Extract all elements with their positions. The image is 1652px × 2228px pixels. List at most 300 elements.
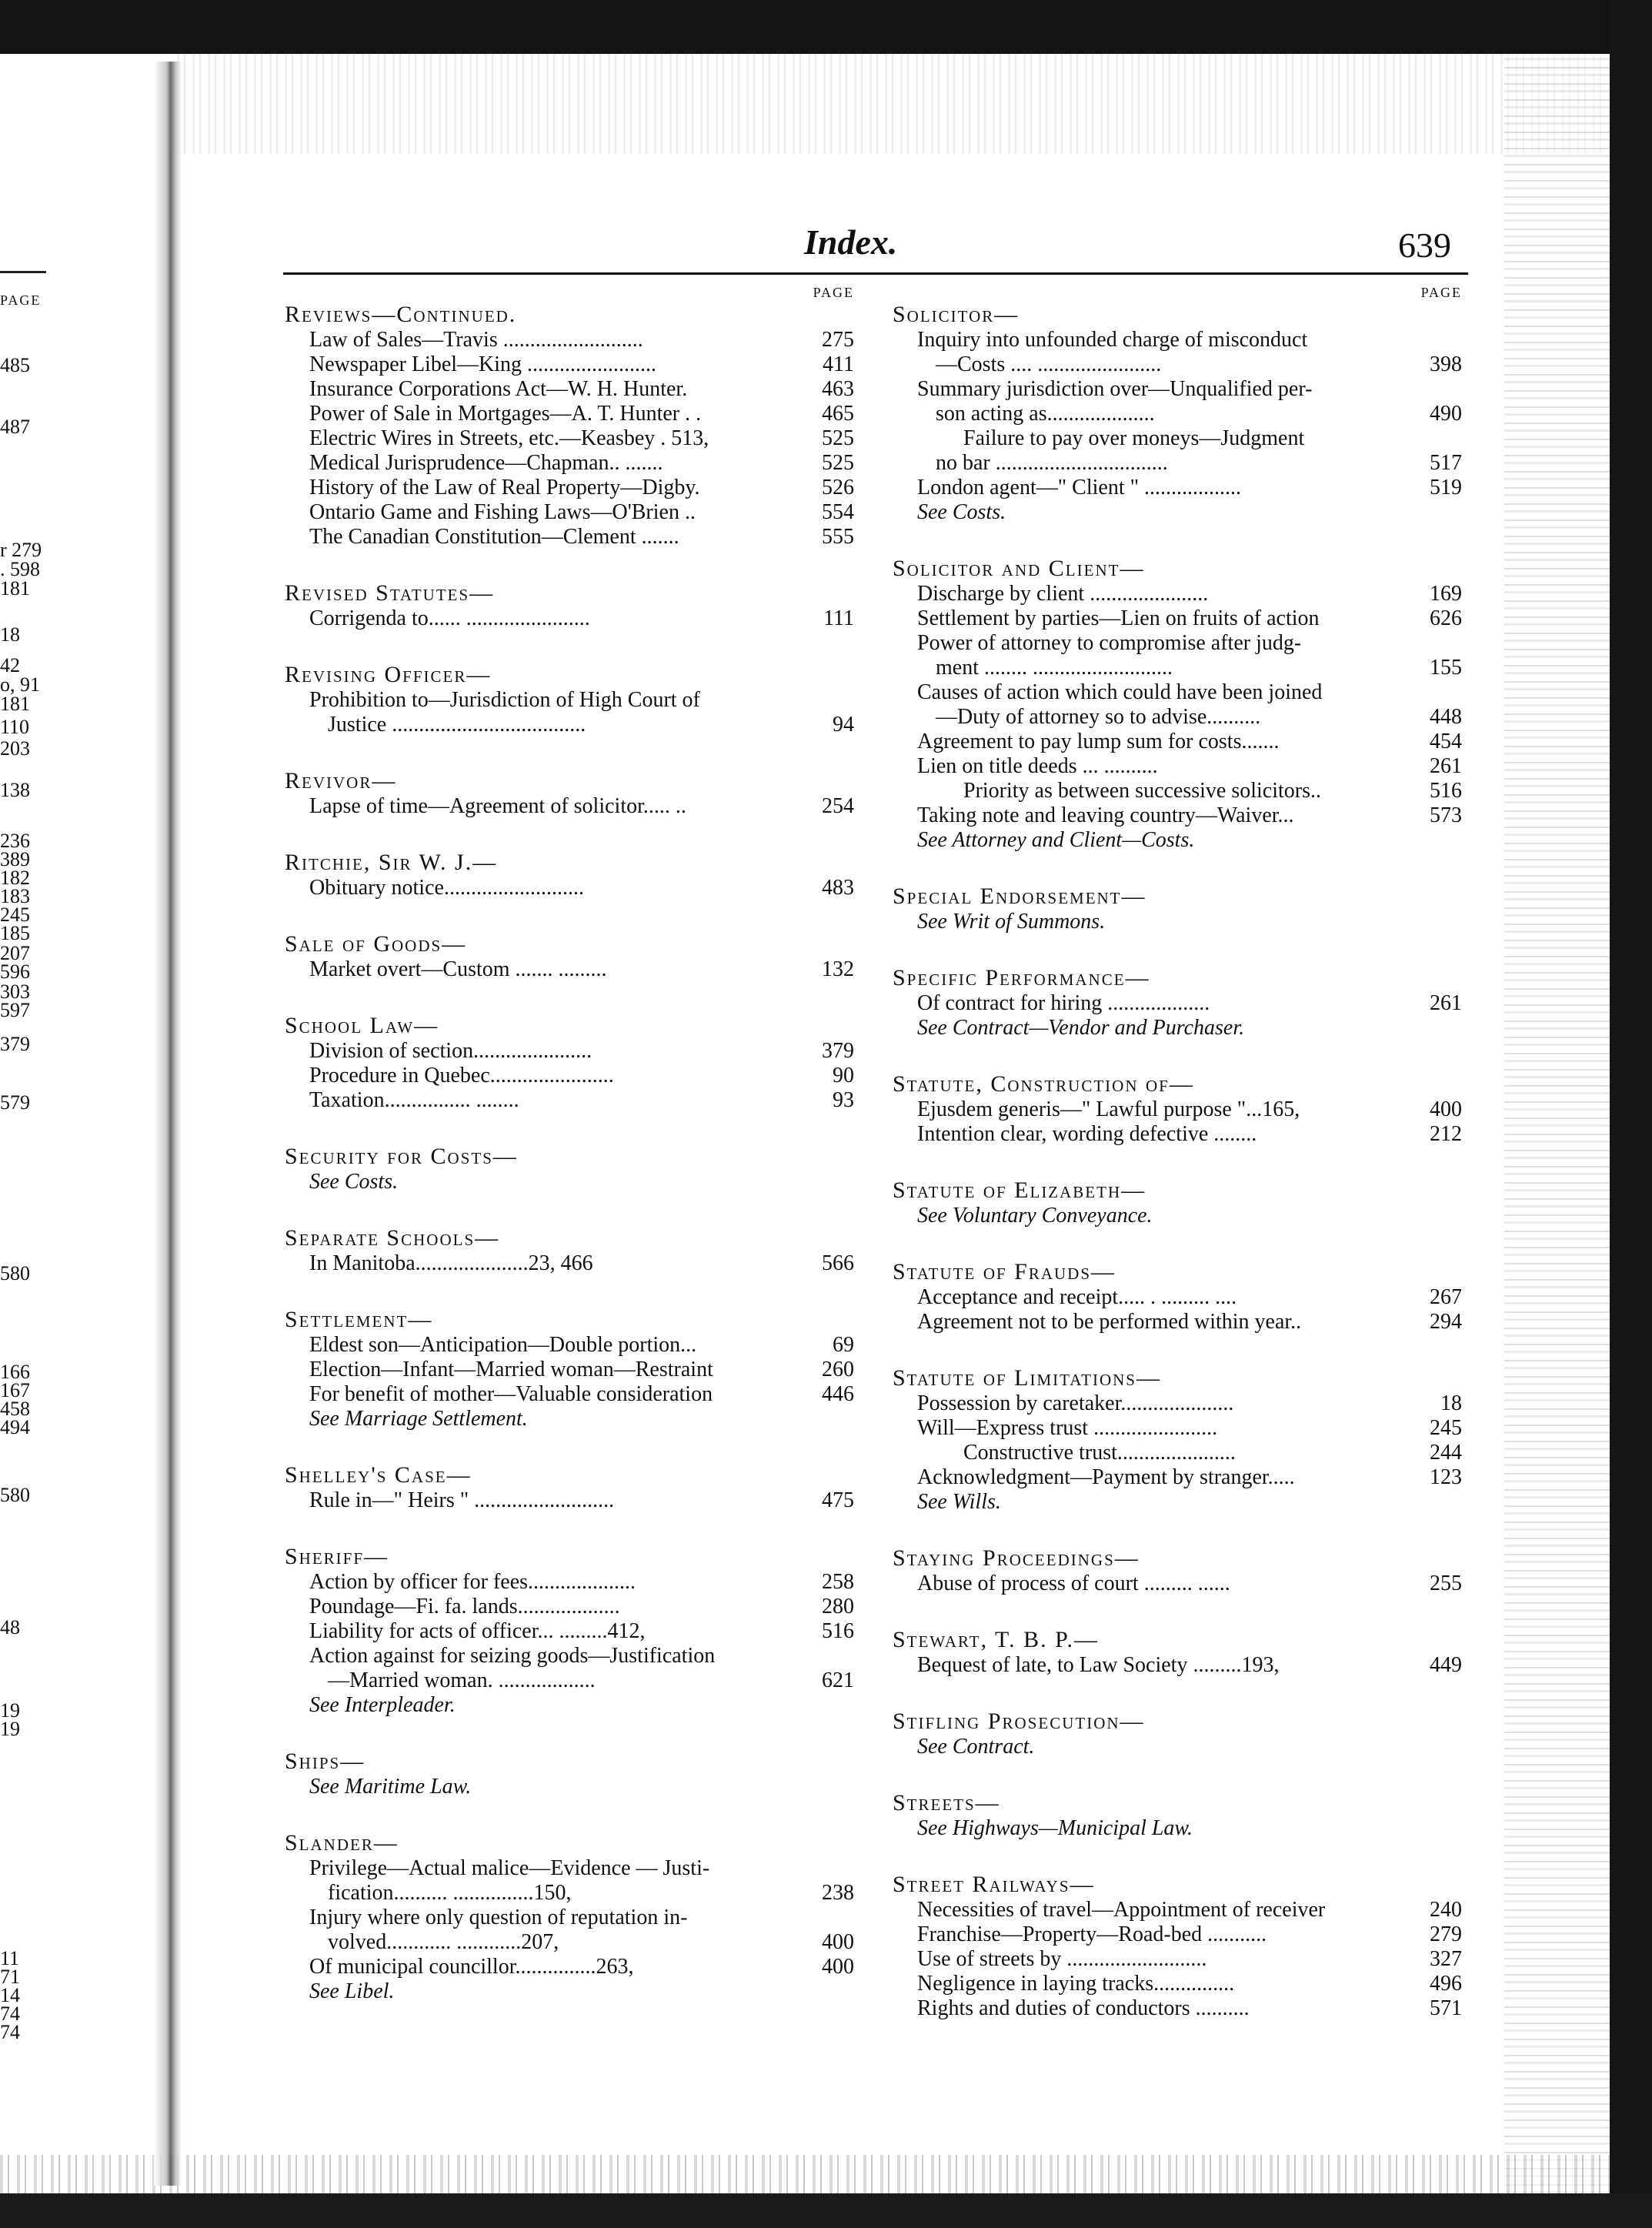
bleed-number: 138: [0, 779, 30, 801]
entry-page-ref: 449: [1430, 1653, 1462, 1677]
page-number: 639: [1398, 225, 1451, 265]
index-entry: [917, 803, 1462, 828]
bleed-number: 110: [0, 716, 30, 738]
entry-text: Settlement by parties—Lien on fruits of action: [917, 606, 1320, 630]
entry-text: In Manitoba.....................23, 466: [309, 1251, 593, 1275]
entry-text: Summary jurisdiction over—Unqualified per-: [917, 377, 1313, 401]
cross-reference: [917, 1490, 1462, 1515]
book-gutter: [154, 62, 182, 2186]
entry-page-ref: 238: [822, 1881, 854, 1905]
index-entry: [309, 1595, 854, 1619]
entry-text: Election—Infant—Married woman—Restraint: [309, 1358, 713, 1381]
index-heading: Ritchie, Sir W. J.—: [285, 850, 498, 875]
entry-text: Agreement not to be performed within year..: [917, 1310, 1302, 1334]
entry-page-ref: 255: [1430, 1572, 1462, 1595]
index-heading: Sale of Goods—: [285, 931, 467, 957]
entry-page-ref: 327: [1430, 1947, 1462, 1971]
bleed-number: 74: [0, 2003, 20, 2025]
index-section: [893, 1709, 1462, 1759]
index-entry: [917, 1416, 1462, 1441]
entry-text: fication.......... ...............150,: [328, 1881, 572, 1905]
index-section: [285, 1225, 854, 1276]
index-heading: Revising Officer—: [285, 662, 492, 687]
bleed-number: 167: [0, 1379, 30, 1401]
bleed-number: 389: [0, 848, 30, 870]
entry-text: Procedure in Quebec.......................: [309, 1064, 614, 1087]
index-entry: [309, 328, 854, 352]
bleed-number: 181: [0, 577, 30, 600]
index-section: [285, 662, 854, 737]
entry-page-ref: 621: [822, 1668, 854, 1692]
index-entry: [309, 713, 854, 737]
entry-page-ref: 475: [822, 1488, 854, 1512]
entry-page-ref: 275: [822, 328, 854, 352]
entry-text: London agent—" Client " ..................: [917, 476, 1242, 499]
index-entry: [917, 1310, 1462, 1334]
index-entry: [917, 1122, 1462, 1147]
cross-reference: [309, 1407, 854, 1431]
index-entry: [309, 1064, 854, 1088]
index-section: [893, 1790, 1462, 1841]
entry-page-ref: 90: [833, 1064, 854, 1087]
index-entry: [309, 402, 854, 426]
index-section: [285, 1013, 854, 1113]
entry-page-ref: 411: [823, 352, 854, 376]
entry-text: Liability for acts of officer... .........412,: [309, 1619, 646, 1643]
bleed-number: r 279: [0, 539, 42, 561]
entry-page-ref: 280: [822, 1595, 854, 1618]
index-heading: Ships—: [285, 1749, 365, 1774]
entry-text: Rights and duties of conductors ..........: [917, 1996, 1250, 2020]
index-heading: School Law—: [285, 1013, 439, 1038]
entry-text: The Canadian Constitution—Clement .......: [309, 525, 679, 549]
entry-page-ref: 516: [1430, 779, 1462, 803]
index-section: [893, 965, 1462, 1041]
index-section: [893, 1259, 1462, 1334]
index-section: [285, 580, 854, 631]
entry-page-ref: 519: [1430, 476, 1462, 499]
index-column-right: [893, 285, 1462, 2052]
entry-text: See Attorney and Client—Costs.: [917, 828, 1195, 852]
index-entry: [309, 1488, 854, 1513]
index-entry: [917, 1285, 1462, 1310]
cross-reference: [917, 1204, 1462, 1228]
bleed-number: 181: [0, 693, 30, 715]
entry-text: See Writ of Summons.: [917, 910, 1106, 934]
index-entry: [917, 426, 1462, 451]
entry-page-ref: 454: [1430, 730, 1462, 753]
index-heading: Staying Proceedings—: [893, 1545, 1140, 1571]
entry-page-ref: 294: [1430, 1310, 1462, 1334]
bleed-number: 203: [0, 737, 30, 760]
bleed-number: 42: [0, 654, 20, 676]
index-entry: [917, 779, 1462, 803]
bleed-number: 19: [0, 1699, 20, 1722]
index-entry: [917, 754, 1462, 779]
index-heading: Shelley's Case—: [285, 1462, 472, 1488]
bleed-number: 14: [0, 1984, 20, 2006]
entry-text: See Interpleader.: [309, 1693, 456, 1717]
bleed-number: 494: [0, 1416, 30, 1438]
index-entry: [309, 1930, 854, 1955]
entry-page-ref: 245: [1430, 1416, 1462, 1440]
entry-page-ref: 483: [822, 876, 854, 900]
index-entry: [917, 1947, 1462, 1972]
index-entry: [309, 352, 854, 377]
entry-page-ref: 554: [822, 500, 854, 524]
bleed-number: . 598: [0, 558, 40, 580]
entry-text: Abuse of process of court ......... ......: [917, 1572, 1230, 1595]
index-entry: [917, 730, 1462, 754]
column-page-label: PAGE: [1420, 285, 1462, 300]
entry-text: Ejusdem generis—" Lawful purpose "...165,: [917, 1097, 1300, 1121]
entry-text: Discharge by client ......................: [917, 582, 1209, 606]
bleed-number: 597: [0, 999, 30, 1021]
cross-reference: [917, 1016, 1462, 1041]
entry-page-ref: 169: [1430, 582, 1462, 606]
index-heading: Solicitor and Client—: [893, 556, 1145, 581]
index-entry: [309, 426, 854, 451]
cross-reference: [309, 1693, 854, 1718]
index-heading: Stewart, T. B. P.—: [893, 1627, 1099, 1652]
index-entry: [309, 957, 854, 982]
bleed-number: 183: [0, 885, 30, 907]
entry-text: no bar ................................: [936, 451, 1168, 475]
index-entry: [309, 1619, 854, 1644]
entry-page-ref: 254: [822, 794, 854, 818]
index-entry: [309, 1039, 854, 1064]
entry-text: Insurance Corporations Act—W. H. Hunter.: [309, 377, 688, 401]
scan-border-bottom: [0, 2193, 1652, 2228]
index-entry: [917, 1097, 1462, 1122]
index-heading: Security for Costs—: [285, 1144, 518, 1169]
bleed-number: 596: [0, 960, 30, 983]
index-section: [285, 850, 854, 900]
index-entry: [917, 377, 1462, 402]
entry-page-ref: 123: [1430, 1465, 1462, 1489]
bleed-number: 18: [0, 623, 20, 646]
index-heading: Statute of Limitations—: [893, 1365, 1161, 1391]
index-section: [285, 1749, 854, 1799]
entry-text: Priority as between successive solicitors..: [963, 779, 1322, 803]
index-entry: [309, 476, 854, 500]
entry-page-ref: 244: [1430, 1441, 1462, 1465]
entry-text: Obituary notice..........................: [309, 876, 584, 900]
entry-text: Electric Wires in Streets, etc.—Keasbey . 513,: [309, 426, 709, 450]
index-section: [285, 1462, 854, 1513]
entry-page-ref: 132: [822, 957, 854, 981]
index-heading: Reviews—Continued.: [285, 302, 517, 327]
entry-text: Agreement to pay lump sum for costs.......: [917, 730, 1280, 753]
entry-text: Inquiry into unfounded charge of misconduct: [917, 328, 1308, 352]
entry-text: Failure to pay over moneys—Judgment: [963, 426, 1305, 450]
facing-page-bleed: [0, 262, 85, 2124]
entry-page-ref: 69: [833, 1333, 854, 1357]
index-section: [285, 1544, 854, 1718]
entry-page-ref: 525: [822, 426, 854, 450]
index-heading: Statute, Construction of—: [893, 1071, 1194, 1097]
entry-text: ment ........ ..........................: [936, 656, 1173, 680]
scan-border-top: [0, 0, 1652, 54]
index-section: [893, 1365, 1462, 1515]
index-entry: [917, 991, 1462, 1016]
entry-text: Privilege—Actual malice—Evidence — Justi-: [309, 1856, 710, 1880]
entry-text: Justice ....................................: [328, 713, 586, 737]
index-entry: [917, 352, 1462, 377]
entry-text: Prohibition to—Jurisdiction of High Court of: [309, 688, 700, 712]
entry-text: Action against for seizing goods—Justification: [309, 1644, 716, 1668]
index-entry: [917, 402, 1462, 426]
index-entry: [309, 1358, 854, 1382]
index-entry: [917, 1922, 1462, 1947]
entry-page-ref: 496: [1430, 1972, 1462, 1996]
entry-text: Intention clear, wording defective ........: [917, 1122, 1257, 1146]
index-heading: Revised Statutes—: [285, 580, 495, 606]
bleed-number: 236: [0, 830, 30, 852]
entry-page-ref: 260: [822, 1358, 854, 1381]
entry-text: Of contract for hiring ...................: [917, 991, 1210, 1015]
bleed-number: 379: [0, 1033, 30, 1055]
index-section: [893, 884, 1462, 934]
index-entry: [309, 1382, 854, 1407]
entry-text: Acceptance and receipt..... . ......... ....: [917, 1285, 1237, 1309]
running-head: Index.: [804, 222, 898, 262]
cross-reference: [309, 1775, 854, 1799]
index-heading: Streets—: [893, 1790, 1000, 1815]
index-heading: Stifling Prosecution—: [893, 1709, 1145, 1734]
index-entry: [309, 794, 854, 819]
entry-page-ref: 525: [822, 451, 854, 475]
index-heading: Special Endorsement—: [893, 884, 1146, 909]
index-entry: [917, 451, 1462, 476]
bleed-number: 245: [0, 904, 30, 926]
entry-text: Power of Sale in Mortgages—A. T. Hunter . .: [309, 402, 702, 426]
index-entry: [309, 606, 854, 631]
entry-text: Market overt—Custom ....... .........: [309, 957, 607, 981]
index-entry: [309, 1668, 854, 1693]
entry-text: Law of Sales—Travis ..........................: [309, 328, 643, 352]
entry-text: volved............ ............207,: [328, 1930, 559, 1954]
entry-text: Poundage—Fi. fa. lands...................: [309, 1595, 620, 1618]
index-entry: [309, 1856, 854, 1881]
bleed-number: o, 91: [0, 673, 40, 696]
entry-text: Will—Express trust .......................: [917, 1416, 1218, 1440]
entry-text: —Married woman. ..................: [328, 1668, 596, 1692]
index-section: [893, 556, 1462, 853]
entry-text: Taking note and leaving country—Waiver...: [917, 803, 1294, 827]
index-heading: Slander—: [285, 1830, 399, 1856]
entry-text: Of municipal councillor...............263,: [309, 1955, 634, 1979]
entry-page-ref: 111: [823, 606, 854, 630]
index-entry: [309, 1906, 854, 1930]
entry-text: See Contract—Vendor and Purchaser.: [917, 1016, 1245, 1040]
bleed-number: 48: [0, 1616, 20, 1638]
index-entry: [917, 328, 1462, 352]
index-section: [285, 1307, 854, 1431]
scan-noise-right: [1504, 54, 1610, 2193]
entry-page-ref: 258: [822, 1570, 854, 1594]
entry-text: son acting as....................: [936, 402, 1155, 426]
index-entry: [309, 451, 854, 476]
index-entry: [309, 1251, 854, 1276]
entry-text: See Wills.: [917, 1490, 1001, 1514]
entry-text: See Maritime Law.: [309, 1775, 472, 1799]
index-entry: [309, 1955, 854, 1979]
entry-page-ref: 463: [822, 377, 854, 401]
entry-text: History of the Law of Real Property—Digby.: [309, 476, 700, 499]
entry-page-ref: 212: [1430, 1122, 1462, 1146]
index-entry: [917, 606, 1462, 631]
entry-text: Franchise—Property—Road-bed ...........: [917, 1922, 1267, 1946]
entry-page-ref: 446: [822, 1382, 854, 1406]
index-heading: Sheriff—: [285, 1544, 389, 1569]
bleed-number: 185: [0, 922, 30, 944]
entry-text: Eldest son—Anticipation—Double portion...: [309, 1333, 697, 1357]
index-heading: Statute of Elizabeth—: [893, 1177, 1146, 1203]
entry-page-ref: 448: [1430, 705, 1462, 729]
entry-page-ref: 240: [1430, 1898, 1462, 1922]
entry-page-ref: 398: [1430, 352, 1462, 376]
entry-page-ref: 400: [1430, 1097, 1462, 1121]
index-section: [285, 768, 854, 819]
index-heading: Statute of Frauds—: [893, 1259, 1116, 1284]
entry-text: See Marriage Settlement.: [309, 1407, 528, 1431]
index-entry: [917, 1441, 1462, 1465]
index-entry: [917, 680, 1462, 705]
entry-text: Action by officer for fees....................: [309, 1570, 636, 1594]
entry-text: Negligence in laying tracks...............: [917, 1972, 1235, 1996]
bleed-number: 303: [0, 980, 30, 1003]
bleed-number: 487: [0, 416, 30, 438]
entry-page-ref: 267: [1430, 1285, 1462, 1309]
index-section: [893, 302, 1462, 525]
entry-text: —Duty of attorney so to advise..........: [936, 705, 1261, 729]
entry-text: Lapse of time—Agreement of solicitor..... ..: [309, 794, 686, 818]
index-section: [285, 302, 854, 549]
index-entry: [917, 1898, 1462, 1922]
bleed-number: 74: [0, 2021, 20, 2043]
index-entry: [309, 500, 854, 525]
entry-text: Bequest of late, to Law Society .........193,: [917, 1653, 1280, 1677]
entry-text: See Libel.: [309, 1979, 395, 2003]
entry-page-ref: 465: [822, 402, 854, 426]
index-section: [893, 1177, 1462, 1228]
entry-page-ref: 516: [822, 1619, 854, 1643]
column-page-label: PAGE: [813, 285, 854, 300]
scan-noise-top: [177, 54, 1608, 154]
index-heading: Solicitor—: [893, 302, 1020, 327]
scan-noise-bottom: [0, 2155, 1610, 2193]
index-entry: [309, 1570, 854, 1595]
header-rule: [283, 272, 1468, 275]
entry-page-ref: 526: [822, 476, 854, 499]
index-heading: Separate Schools—: [285, 1225, 500, 1251]
cross-reference: [917, 828, 1462, 853]
entry-text: Necessities of travel—Appointment of receiver: [917, 1898, 1326, 1922]
index-entry: [917, 1972, 1462, 1996]
bleed-number: 71: [0, 1966, 20, 1988]
entry-text: See Highways—Municipal Law.: [917, 1816, 1193, 1840]
index-section: [285, 1144, 854, 1194]
bleed-header: PAGE: [0, 292, 42, 308]
entry-text: Newspaper Libel—King ........................: [309, 352, 657, 376]
bleed-number: 207: [0, 942, 30, 964]
bleed-number: 11: [0, 1947, 20, 1969]
index-entry: [309, 1644, 854, 1668]
index-section: [893, 1627, 1462, 1678]
entry-page-ref: 400: [822, 1930, 854, 1954]
index-entry: [917, 631, 1462, 656]
entry-text: Power of attorney to compromise after judg-: [917, 631, 1302, 655]
cross-reference: [917, 500, 1462, 525]
entry-page-ref: 573: [1430, 803, 1462, 827]
index-heading: Revivor—: [285, 768, 397, 793]
entry-text: Ontario Game and Fishing Laws—O'Brien ..: [309, 500, 696, 524]
entry-text: For benefit of mother—Valuable consideration: [309, 1382, 713, 1406]
index-entry: [309, 688, 854, 713]
entry-text: Rule in—" Heirs " ..........................: [309, 1488, 615, 1512]
entry-page-ref: 626: [1430, 606, 1462, 630]
entry-text: Acknowledgment—Payment by stranger.....: [917, 1465, 1295, 1489]
index-entry: [917, 1996, 1462, 2021]
index-entry: [917, 582, 1462, 606]
entry-page-ref: 261: [1430, 991, 1462, 1015]
scan-border-right: [1610, 0, 1652, 2228]
index-entry: [309, 876, 854, 900]
index-section: [285, 1830, 854, 2004]
entry-text: Medical Jurisprudence—Chapman.. .......: [309, 451, 663, 475]
bleed-number: 166: [0, 1361, 30, 1383]
index-entry: [309, 1088, 854, 1113]
entry-text: Use of streets by ..........................: [917, 1947, 1207, 1971]
cross-reference: [309, 1979, 854, 2004]
index-entry: [917, 476, 1462, 500]
entry-text: Causes of action which could have been joined: [917, 680, 1323, 704]
bleed-number: 580: [0, 1484, 30, 1506]
cross-reference: [917, 1816, 1462, 1841]
cross-reference: [309, 1170, 854, 1194]
index-entry: [917, 1391, 1462, 1416]
entry-text: See Voluntary Conveyance.: [917, 1204, 1153, 1228]
entry-text: Possession by caretaker.....................: [917, 1391, 1234, 1415]
index-entry: [917, 656, 1462, 680]
entry-page-ref: 94: [833, 713, 854, 737]
entry-page-ref: 571: [1430, 1996, 1462, 2020]
index-section: [893, 1071, 1462, 1147]
entry-text: See Costs.: [917, 500, 1006, 524]
index-entry: [917, 1465, 1462, 1490]
index-entry: [309, 377, 854, 402]
entry-page-ref: 555: [822, 525, 854, 549]
index-entry: [917, 705, 1462, 730]
bleed-number: 19: [0, 1718, 20, 1740]
bleed-number: 182: [0, 867, 30, 889]
index-heading: Street Railways—: [893, 1872, 1095, 1897]
entry-page-ref: 261: [1430, 754, 1462, 778]
cross-reference: [917, 910, 1462, 934]
entry-text: Corrigenda to...... .......................: [309, 606, 590, 630]
index-heading: Settlement—: [285, 1307, 433, 1332]
bleed-number: 580: [0, 1262, 30, 1284]
entry-page-ref: 379: [822, 1039, 854, 1063]
index-heading: Specific Performance—: [893, 965, 1150, 990]
index-entry: [309, 1333, 854, 1358]
index-entry: [917, 1653, 1462, 1678]
bleed-number: 579: [0, 1091, 30, 1114]
bleed-number: 485: [0, 354, 30, 376]
index-section: [893, 1545, 1462, 1596]
entry-page-ref: 566: [822, 1251, 854, 1275]
